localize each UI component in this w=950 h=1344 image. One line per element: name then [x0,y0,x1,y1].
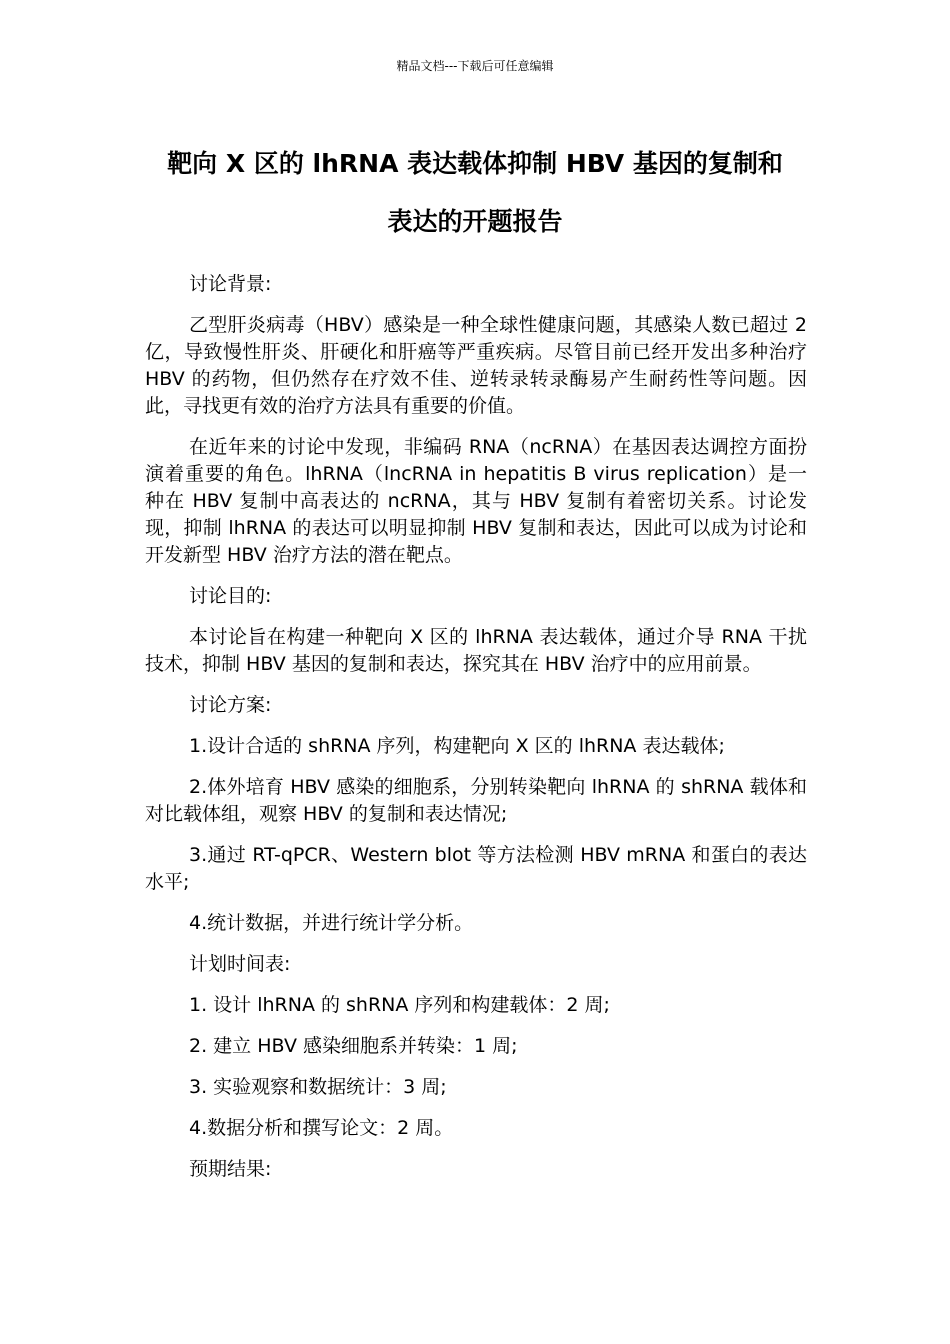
schedule-item-1: 1. 设计 lhRNA 的 shRNA 序列和构建载体：2 周; [189,994,610,1016]
paragraph-background-2: 在近年来的讨论中发现，非编码 RNA（ncRNA）在基因表达调控方面扮演着重要的角色。lhRNA（lncRNA in hepatitis B virus replication）是一种在 HBV 复制中高表达的 ncRNA，其与 HBV 复制有着密切关系。讨论发现，抑制 lhRNA 的表达可以明显抑制 HBV 复制和表达，因此可以成为讨论和开发新型 HBV 治疗方法的潜在靶点。 [145,436,807,566]
document-body [145,271,807,1197]
title-line-2: 表达的开题报告 [387,207,563,236]
paragraph-purpose: 本讨论旨在构建一种靶向 X 区的 lhRNA 表达载体，通过介导 RNA 干扰技术，抑制 HBV 基因的复制和表达，探究其在 HBV 治疗中的应用前景。 [145,626,807,675]
document-title [120,135,830,251]
plan-item-3: 3.通过 RT-qPCR、Western blot 等方法检测 HBV mRNA 和蛋白的表达水平; [145,844,807,893]
plan-item-4: 4.统计数据，并进行统计学分析。 [189,912,474,934]
section-heading-schedule: 计划时间表: [189,953,291,975]
title-line-1: 靶向 X 区的 lhRNA 表达载体抑制 HBV 基因的复制和 [167,149,783,178]
section-heading-expected-results: 预期结果: [189,1158,272,1180]
plan-item-2: 2.体外培育 HBV 感染的细胞系，分别转染靶向 lhRNA 的 shRNA 载体和对比载体组，观察 HBV 的复制和表达情况; [145,776,807,825]
paragraph-background-1: 乙型肝炎病毒（HBV）感染是一种全球性健康问题，其感染人数已超过 2 亿，导致慢性肝炎、肝硬化和肝癌等严重疾病。尽管目前已经开发出多种治疗 HBV 的药物，但仍然存在疗效不佳、逆转录转录酶易产生耐药性等问题。因此，寻找更有效的治疗方法具有重要的价值。 [145,314,807,417]
section-heading-background: 讨论背景: [189,273,272,295]
plan-item-1: 1.设计合适的 shRNA 序列，构建靶向 X 区的 lhRNA 表达载体; [189,735,725,757]
section-heading-purpose: 讨论目的: [189,585,272,607]
section-heading-plan: 讨论方案: [189,694,272,716]
schedule-item-3: 3. 实验观察和数据统计：3 周; [189,1076,447,1098]
page-header: 精品文档---下载后可任意编辑 [396,59,554,73]
schedule-item-2: 2. 建立 HBV 感染细胞系并转染：1 周; [189,1035,518,1057]
schedule-item-4: 4.数据分析和撰写论文：2 周。 [189,1117,454,1139]
